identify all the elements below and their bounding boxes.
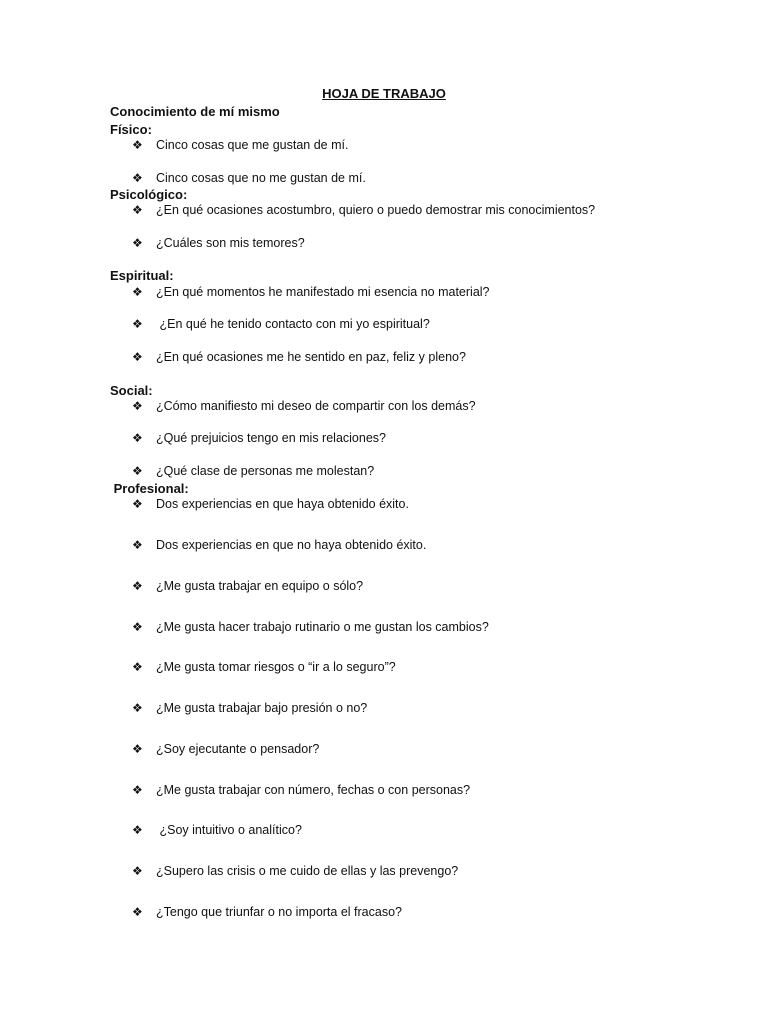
list-item: ❖ ¿Soy intuitivo o analítico? — [132, 823, 302, 837]
list-item: ❖ Cinco cosas que no me gustan de mí. — [132, 171, 366, 185]
list-item: ❖ ¿Cómo manifiesto mi deseo de compartir con los demás? — [132, 399, 476, 413]
list-item: ❖ ¿Me gusta tomar riesgos o “ir a lo seguro”? — [132, 660, 396, 674]
diamond-cross-bullet-icon: ❖ — [132, 171, 143, 185]
list-item: ❖ ¿Me gusta trabajar bajo presión o no? — [132, 701, 368, 715]
diamond-cross-bullet-icon: ❖ — [132, 285, 143, 299]
list-item: ❖ ¿Soy ejecutante o pensador? — [132, 742, 320, 756]
subtitle: Conocimiento de mí mismo — [110, 104, 280, 119]
list-item: ❖ Cinco cosas que me gustan de mí. — [132, 138, 349, 152]
list-item: ❖ ¿En qué momentos he manifestado mi esencia no material? — [132, 285, 490, 299]
diamond-cross-bullet-icon: ❖ — [132, 399, 143, 413]
diamond-cross-bullet-icon: ❖ — [132, 138, 143, 152]
list-item: ❖ Dos experiencias en que haya obtenido éxito. — [132, 497, 409, 511]
list-item: ❖ ¿Me gusta trabajar con número, fechas o con personas? — [132, 783, 471, 797]
diamond-cross-bullet-icon: ❖ — [132, 620, 143, 634]
list-item: ❖ ¿En qué ocasiones acostumbro, quiero o puedo demostrar mis conocimientos? — [132, 203, 596, 217]
diamond-cross-bullet-icon: ❖ — [132, 783, 143, 797]
diamond-cross-bullet-icon: ❖ — [132, 660, 143, 674]
diamond-cross-bullet-icon: ❖ — [132, 317, 143, 331]
diamond-cross-bullet-icon: ❖ — [132, 864, 143, 878]
list-item: ❖ ¿Me gusta trabajar en equipo o sólo? — [132, 579, 364, 593]
section-heading-social: Social: — [110, 383, 153, 398]
section-heading-psicologico: Psicológico: — [110, 187, 188, 202]
page-title: HOJA DE TRABAJO — [322, 86, 446, 101]
list-item: ❖ ¿En qué he tenido contacto con mi yo espiritual? — [132, 317, 430, 331]
section-heading-profesional: Profesional: — [110, 481, 189, 496]
diamond-cross-bullet-icon: ❖ — [132, 236, 143, 250]
section-heading-fisico: Físico: — [110, 122, 152, 137]
diamond-cross-bullet-icon: ❖ — [132, 905, 143, 919]
diamond-cross-bullet-icon: ❖ — [132, 742, 143, 756]
diamond-cross-bullet-icon: ❖ — [132, 203, 143, 217]
list-item: ❖ Dos experiencias en que no haya obtenido éxito. — [132, 538, 427, 552]
section-heading-espiritual: Espiritual: — [110, 268, 174, 283]
list-item: ❖ ¿Tengo que triunfar o no importa el fracaso? — [132, 905, 402, 919]
diamond-cross-bullet-icon: ❖ — [132, 497, 143, 511]
diamond-cross-bullet-icon: ❖ — [132, 464, 143, 478]
list-item: ❖ ¿Supero las crisis o me cuido de ellas y las prevengo? — [132, 864, 459, 878]
diamond-cross-bullet-icon: ❖ — [132, 701, 143, 715]
diamond-cross-bullet-icon: ❖ — [132, 350, 143, 364]
diamond-cross-bullet-icon: ❖ — [132, 579, 143, 593]
list-item: ❖ ¿Qué clase de personas me molestan? — [132, 464, 375, 478]
diamond-cross-bullet-icon: ❖ — [132, 538, 143, 552]
list-item: ❖ ¿En qué ocasiones me he sentido en paz, feliz y pleno? — [132, 350, 466, 364]
list-item: ❖ ¿Me gusta hacer trabajo rutinario o me gustan los cambios? — [132, 620, 489, 634]
diamond-cross-bullet-icon: ❖ — [132, 823, 143, 837]
list-item: ❖ ¿Cuáles son mis temores? — [132, 236, 305, 250]
list-item: ❖ ¿Qué prejuicios tengo en mis relaciones? — [132, 431, 386, 445]
diamond-cross-bullet-icon: ❖ — [132, 431, 143, 445]
